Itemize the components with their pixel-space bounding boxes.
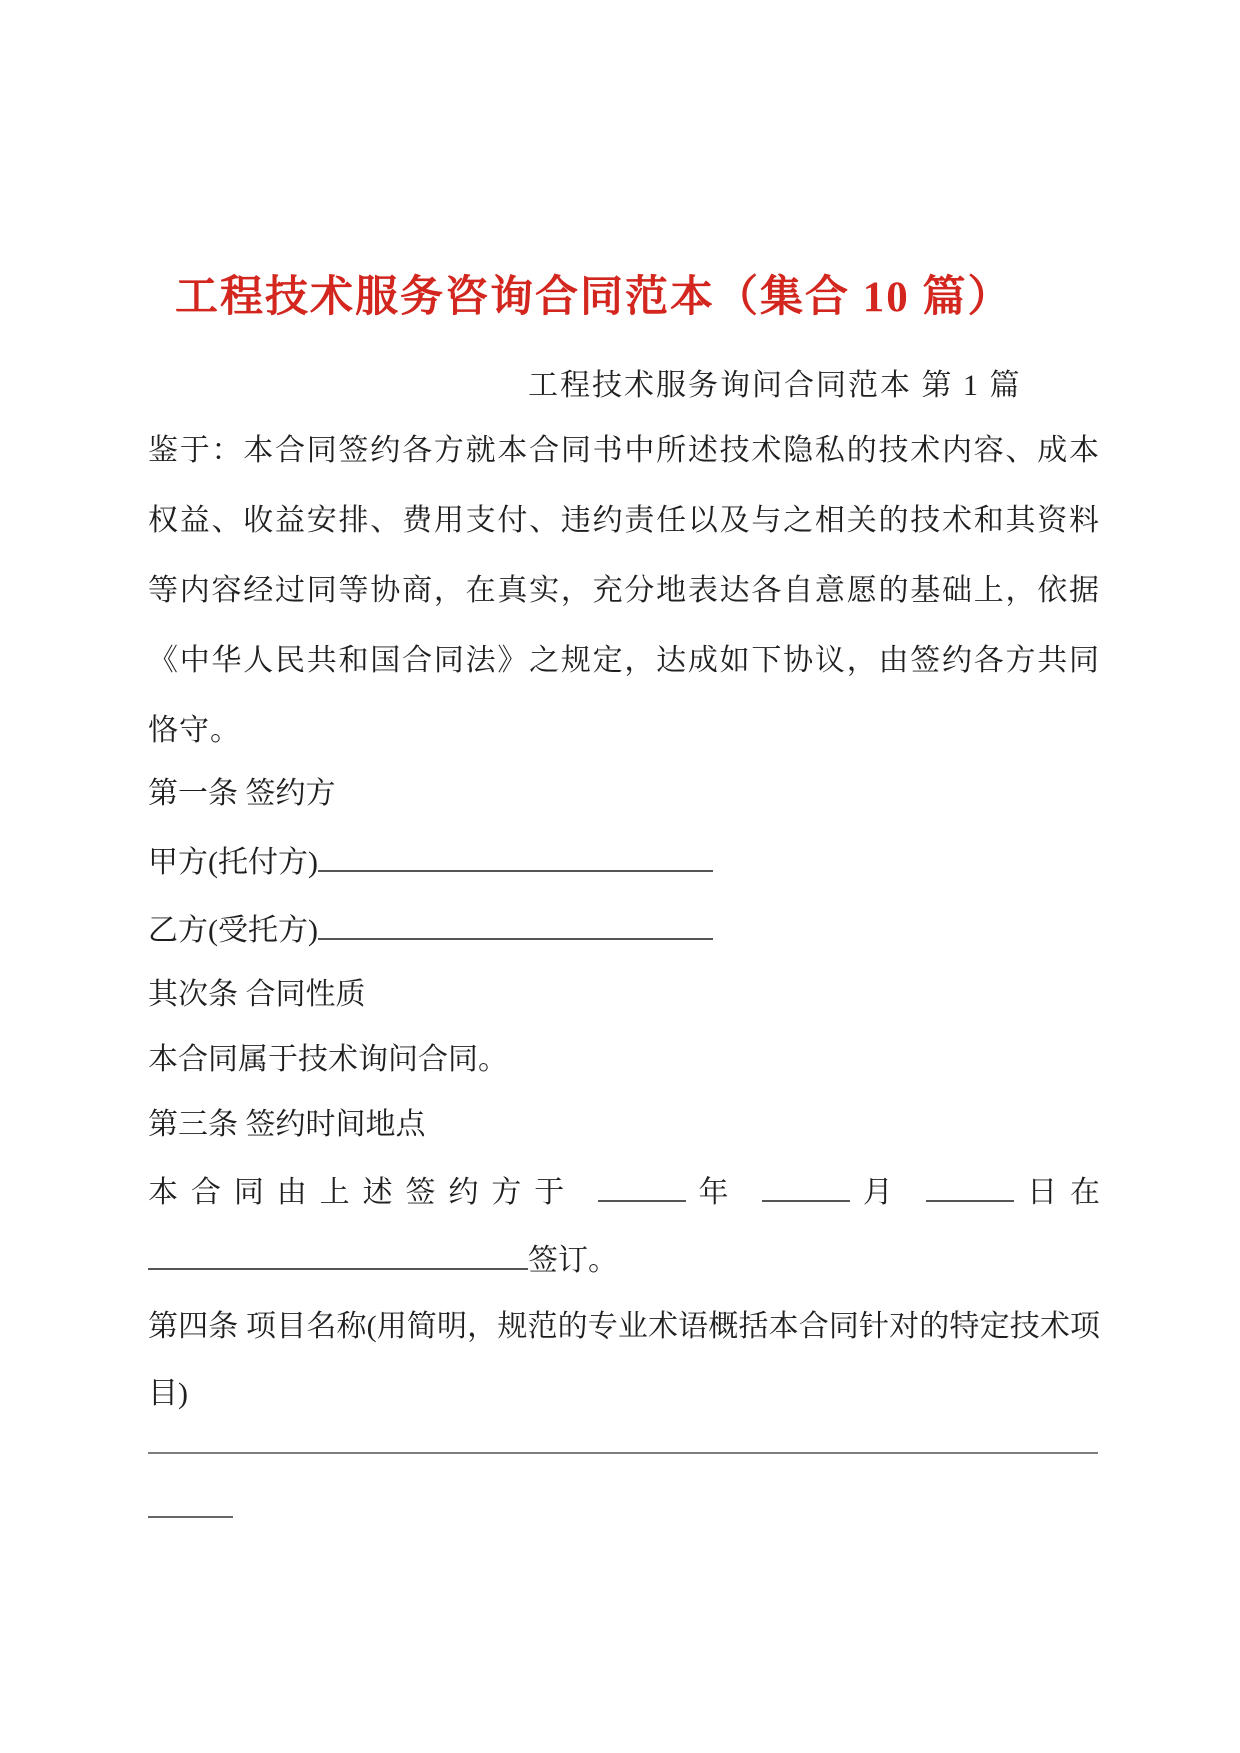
section-subtitle: 工程技术服务询问合同范本 第 1 篇: [528, 369, 1022, 402]
party-a-label: 甲方(托付方): [148, 846, 318, 879]
party-a-line: [148, 840, 1100, 883]
document-title: 工程技术服务咨询合同范本（集合 10 篇）: [175, 273, 1013, 321]
project-name-blank-line-short: [148, 1516, 233, 1518]
month-label: 月: [849, 1176, 906, 1209]
year-blank-field: [598, 1170, 686, 1202]
signing-place-line: [148, 1238, 1100, 1281]
clause-4-heading: 第四条 项目名称(用简明，规范的专业术语概括本合同针对的特定技术项目): [148, 1310, 1100, 1410]
party-b-line: [148, 908, 1100, 951]
party-a-blank-field: [318, 840, 713, 872]
signing-date-line: [148, 1170, 1100, 1213]
preamble-paragraph: 鉴于：本合同签约各方就本合同书中所述技术隐私的技术内容、成本权益、收益安排、费用支付、违约责任以及与之相关的技术和其资料等内容经过同等协商，在真实，充分地表达各自意愿的基础上，依据《中华人民共和国合同法》之规定，达成如下协议，由签约各方共同恪守。: [148, 434, 1100, 747]
party-b-label: 乙方(受托方): [148, 914, 318, 947]
month-blank-field: [762, 1170, 850, 1202]
party-b-blank-field: [318, 908, 713, 940]
place-blank-field: [148, 1238, 528, 1270]
project-name-blank-line-long: [148, 1452, 1098, 1454]
date-line-prefix: 本合同由上述签约方于: [148, 1176, 578, 1209]
clause-2-body: 本合同属于技术询问合同。: [148, 1043, 508, 1076]
year-label: 年: [685, 1176, 742, 1209]
clause-2-heading: 其次条 合同性质: [148, 978, 366, 1011]
clause-3-heading: 第三条 签约时间地点: [148, 1108, 426, 1141]
signed-label: 签订。: [528, 1244, 618, 1277]
clause-1-heading: 第一条 签约方: [148, 777, 336, 810]
day-blank-field: [926, 1170, 1014, 1202]
day-and-place-label: 日在: [1014, 1176, 1101, 1209]
